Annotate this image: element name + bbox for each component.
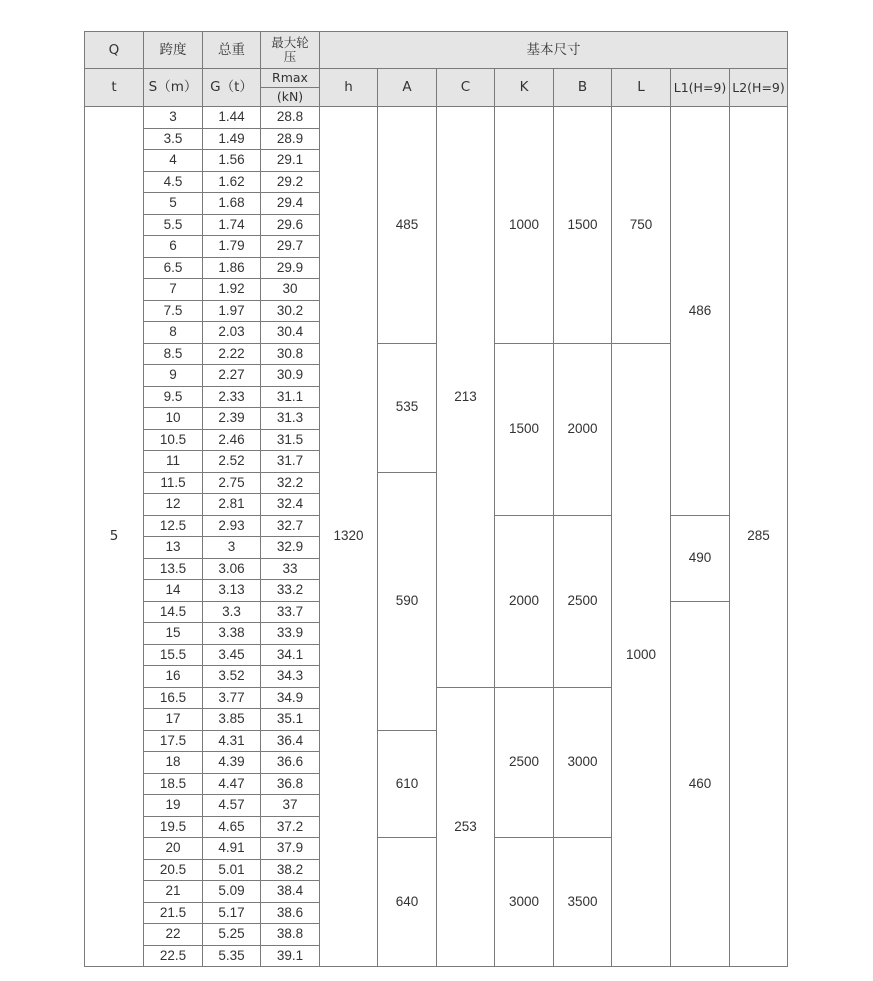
weight-cell: 3 [203, 537, 261, 559]
span-cell: 6 [144, 236, 203, 258]
span-cell: 14 [144, 580, 203, 602]
weight-cell: 1.44 [203, 107, 261, 129]
weight-cell: 5.35 [203, 945, 261, 967]
rmax-cell: 33.9 [261, 623, 320, 645]
span-cell: 18 [144, 752, 203, 774]
rmax-cell: 29.4 [261, 193, 320, 215]
rmax-cell: 31.7 [261, 451, 320, 473]
rmax-cell: 34.3 [261, 666, 320, 688]
a-cell: 485 [378, 107, 437, 344]
l1-cell: 460 [671, 601, 730, 967]
weight-cell: 3.06 [203, 558, 261, 580]
rmax-cell: 34.1 [261, 644, 320, 666]
weight-cell: 2.27 [203, 365, 261, 387]
span-cell: 8 [144, 322, 203, 344]
c-cell: 213 [437, 107, 495, 688]
rmax-cell: 33.7 [261, 601, 320, 623]
c-cell: 253 [437, 687, 495, 967]
header-unit-g: G（t） [203, 69, 261, 107]
weight-cell: 3.52 [203, 666, 261, 688]
header-b: B [554, 69, 612, 107]
l-cell: 750 [612, 107, 671, 344]
span-cell: 10.5 [144, 429, 203, 451]
rmax-cell: 37.9 [261, 838, 320, 860]
rmax-cell: 36.8 [261, 773, 320, 795]
span-cell: 8.5 [144, 343, 203, 365]
header-weight: 总重 [203, 32, 261, 69]
rmax-cell: 38.2 [261, 859, 320, 881]
weight-cell: 3.3 [203, 601, 261, 623]
span-cell: 5 [144, 193, 203, 215]
rmax-cell: 38.6 [261, 902, 320, 924]
weight-cell: 1.68 [203, 193, 261, 215]
header-l: L [612, 69, 671, 107]
rmax-cell: 31.3 [261, 408, 320, 430]
rmax-cell: 38.8 [261, 924, 320, 946]
header-rmax: Rmax [261, 69, 320, 88]
rmax-cell: 39.1 [261, 945, 320, 967]
a-cell: 610 [378, 730, 437, 838]
rmax-cell: 33 [261, 558, 320, 580]
span-cell: 13.5 [144, 558, 203, 580]
crane-spec-table [84, 31, 788, 967]
weight-cell: 2.75 [203, 472, 261, 494]
rmax-cell: 30 [261, 279, 320, 301]
weight-cell: 1.92 [203, 279, 261, 301]
span-cell: 17 [144, 709, 203, 731]
header-q: Q [85, 32, 144, 69]
span-cell: 21.5 [144, 902, 203, 924]
span-cell: 20.5 [144, 859, 203, 881]
rmax-cell: 28.9 [261, 128, 320, 150]
weight-cell: 4.91 [203, 838, 261, 860]
span-cell: 22.5 [144, 945, 203, 967]
rmax-cell: 32.4 [261, 494, 320, 516]
l1-cell: 486 [671, 107, 730, 516]
rmax-cell: 30.8 [261, 343, 320, 365]
k-cell: 3000 [495, 838, 554, 967]
header-row-2 [85, 69, 788, 88]
rmax-cell: 35.1 [261, 709, 320, 731]
span-cell: 19.5 [144, 816, 203, 838]
span-cell: 3 [144, 107, 203, 129]
rmax-cell: 28.8 [261, 107, 320, 129]
weight-cell: 5.01 [203, 859, 261, 881]
weight-cell: 4.39 [203, 752, 261, 774]
weight-cell: 3.85 [203, 709, 261, 731]
rmax-cell: 29.1 [261, 150, 320, 172]
header-c: C [437, 69, 495, 107]
header-unit-t: t [85, 69, 144, 107]
span-cell: 12.5 [144, 515, 203, 537]
header-l1: L1(H=9) [671, 69, 730, 107]
span-cell: 12 [144, 494, 203, 516]
header-unit-kn: (kN) [261, 88, 320, 107]
span-cell: 4.5 [144, 171, 203, 193]
rmax-cell: 32.2 [261, 472, 320, 494]
weight-cell: 2.81 [203, 494, 261, 516]
weight-cell: 2.33 [203, 386, 261, 408]
rmax-cell: 32.7 [261, 515, 320, 537]
span-cell: 4 [144, 150, 203, 172]
l1-cell: 490 [671, 515, 730, 601]
header-a: A [378, 69, 437, 107]
weight-cell: 1.62 [203, 171, 261, 193]
span-cell: 16.5 [144, 687, 203, 709]
a-cell: 590 [378, 472, 437, 730]
header-l2: L2(H=9) [730, 69, 788, 107]
k-cell: 2000 [495, 515, 554, 687]
weight-cell: 2.93 [203, 515, 261, 537]
span-cell: 15 [144, 623, 203, 645]
header-basic-dimensions: 基本尺寸 [320, 32, 788, 69]
header-k: K [495, 69, 554, 107]
weight-cell: 4.65 [203, 816, 261, 838]
header-h: h [320, 69, 378, 107]
b-cell: 2000 [554, 343, 612, 515]
weight-cell: 1.56 [203, 150, 261, 172]
span-cell: 10 [144, 408, 203, 430]
span-cell: 16 [144, 666, 203, 688]
l2-cell: 285 [730, 107, 788, 967]
weight-cell: 2.46 [203, 429, 261, 451]
k-cell: 1000 [495, 107, 554, 344]
weight-cell: 2.52 [203, 451, 261, 473]
rmax-cell: 29.6 [261, 214, 320, 236]
span-cell: 6.5 [144, 257, 203, 279]
span-cell: 13 [144, 537, 203, 559]
weight-cell: 4.57 [203, 795, 261, 817]
k-cell: 2500 [495, 687, 554, 838]
l-cell: 1000 [612, 343, 671, 967]
span-cell: 19 [144, 795, 203, 817]
weight-cell: 2.03 [203, 322, 261, 344]
table-row [85, 107, 788, 129]
a-cell: 640 [378, 838, 437, 967]
capacity-cell: 5 [85, 107, 144, 967]
rmax-cell: 37 [261, 795, 320, 817]
weight-cell: 5.17 [203, 902, 261, 924]
header-row-1 [85, 32, 788, 69]
rmax-cell: 31.5 [261, 429, 320, 451]
span-cell: 9 [144, 365, 203, 387]
weight-cell: 3.45 [203, 644, 261, 666]
weight-cell: 5.09 [203, 881, 261, 903]
span-cell: 20 [144, 838, 203, 860]
weight-cell: 3.13 [203, 580, 261, 602]
weight-cell: 3.77 [203, 687, 261, 709]
weight-cell: 4.31 [203, 730, 261, 752]
b-cell: 3000 [554, 687, 612, 838]
rmax-cell: 30.4 [261, 322, 320, 344]
weight-cell: 1.97 [203, 300, 261, 322]
header-rmax-title: 最大轮压 [261, 32, 320, 69]
span-cell: 3.5 [144, 128, 203, 150]
weight-cell: 4.47 [203, 773, 261, 795]
span-cell: 22 [144, 924, 203, 946]
rmax-cell: 29.9 [261, 257, 320, 279]
rmax-cell: 29.7 [261, 236, 320, 258]
weight-cell: 3.38 [203, 623, 261, 645]
rmax-cell: 36.4 [261, 730, 320, 752]
span-cell: 21 [144, 881, 203, 903]
rmax-cell: 30.2 [261, 300, 320, 322]
span-cell: 11.5 [144, 472, 203, 494]
span-cell: 18.5 [144, 773, 203, 795]
b-cell: 3500 [554, 838, 612, 967]
rmax-cell: 32.9 [261, 537, 320, 559]
span-cell: 17.5 [144, 730, 203, 752]
b-cell: 1500 [554, 107, 612, 344]
span-cell: 7 [144, 279, 203, 301]
header-unit-s: S（m） [144, 69, 203, 107]
header-span: 跨度 [144, 32, 203, 69]
weight-cell: 2.22 [203, 343, 261, 365]
rmax-cell: 34.9 [261, 687, 320, 709]
weight-cell: 5.25 [203, 924, 261, 946]
k-cell: 1500 [495, 343, 554, 515]
weight-cell: 1.79 [203, 236, 261, 258]
rmax-cell: 36.6 [261, 752, 320, 774]
rmax-cell: 29.2 [261, 171, 320, 193]
weight-cell: 1.86 [203, 257, 261, 279]
b-cell: 2500 [554, 515, 612, 687]
h-cell: 1320 [320, 107, 378, 967]
rmax-cell: 33.2 [261, 580, 320, 602]
weight-cell: 2.39 [203, 408, 261, 430]
rmax-cell: 37.2 [261, 816, 320, 838]
span-cell: 9.5 [144, 386, 203, 408]
span-cell: 15.5 [144, 644, 203, 666]
weight-cell: 1.49 [203, 128, 261, 150]
span-cell: 5.5 [144, 214, 203, 236]
a-cell: 535 [378, 343, 437, 472]
span-cell: 7.5 [144, 300, 203, 322]
rmax-cell: 30.9 [261, 365, 320, 387]
weight-cell: 1.74 [203, 214, 261, 236]
span-cell: 14.5 [144, 601, 203, 623]
span-cell: 11 [144, 451, 203, 473]
rmax-cell: 31.1 [261, 386, 320, 408]
rmax-cell: 38.4 [261, 881, 320, 903]
